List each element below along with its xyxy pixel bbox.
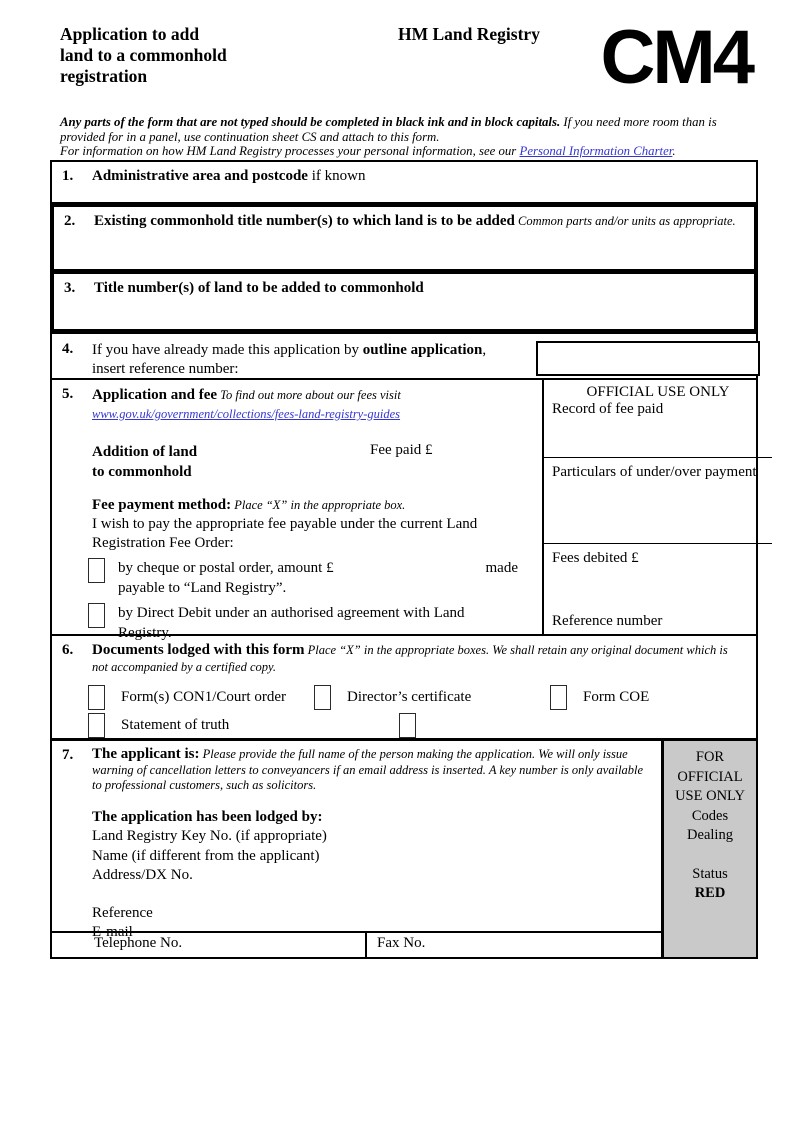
section-2-note: Common parts and/or units as appropriate. bbox=[514, 214, 736, 228]
official-panel-line: Codes bbox=[691, 807, 729, 824]
page-title bbox=[60, 24, 370, 87]
official-use-only-panel bbox=[542, 380, 772, 634]
section-2-title: Existing commonhold title number(s) to which land is to be added bbox=[94, 213, 515, 229]
statement-of-truth-label: Statement of truth bbox=[121, 717, 230, 733]
section-1-suffix: if known bbox=[307, 168, 366, 184]
address-field-label[interactable]: Address/DX No. bbox=[92, 867, 193, 883]
fee-order-text: I wish to pay the appropriate fee payable under the current Land Registration Fee Order: bbox=[92, 516, 478, 551]
direct-debit-option-label: by Direct Debit under an authorised agreement with Land Registry. bbox=[118, 605, 465, 641]
section-4-outline-application bbox=[52, 334, 756, 380]
status-value: RED bbox=[694, 885, 726, 901]
section-4-number: 4. bbox=[62, 341, 74, 357]
particulars-label[interactable]: Particulars of under/over payment bbox=[544, 458, 772, 544]
section-3-number: 3. bbox=[64, 280, 76, 296]
record-of-fee-paid-label[interactable]: Record of fee paid bbox=[552, 401, 664, 417]
addition-of-land-label: Addition of land to commonhold bbox=[92, 444, 198, 480]
fee-paid-label[interactable]: Fee paid £ bbox=[370, 442, 433, 458]
intro-notes bbox=[60, 115, 752, 159]
cheque-checkbox[interactable] bbox=[88, 558, 105, 583]
official-panel-line: FOR bbox=[695, 749, 725, 765]
name-field-label[interactable]: Name (if different from the applicant) bbox=[92, 847, 320, 864]
fee-payment-method-note: Place “X” in the appropriate box. bbox=[231, 498, 406, 512]
section-7-number: 7. bbox=[62, 747, 74, 763]
status-label: Status bbox=[692, 865, 728, 882]
section-4-text bbox=[92, 341, 522, 378]
email-field-label[interactable]: E-mail bbox=[92, 924, 133, 940]
directors-certificate-label: Director’s certificate bbox=[347, 689, 472, 705]
section-4-bold: outline application bbox=[362, 342, 483, 358]
form-code: CM4 bbox=[600, 15, 752, 100]
telephone-field-label[interactable]: Telephone No. bbox=[94, 935, 183, 951]
section-6-title: Documents lodged with this form bbox=[92, 642, 305, 658]
reference-number-label[interactable]: Reference number bbox=[552, 613, 663, 629]
form-con1-checkbox[interactable] bbox=[88, 685, 105, 710]
section-7-note: Please provide the full name of the person making the application. We will only issue warning of cancellation letters to conveyancers if an email address is inserted. A key number is only available to professional customers, such as solicitors. bbox=[92, 747, 644, 792]
official-panel-line: OFFICIAL bbox=[677, 768, 743, 785]
section-3-title-numbers[interactable] bbox=[52, 274, 756, 334]
cheque-made-label: made bbox=[485, 560, 518, 576]
section-1-number: 1. bbox=[62, 168, 74, 184]
form-body bbox=[50, 160, 758, 959]
unlabeled-checkbox[interactable] bbox=[399, 713, 416, 738]
section-2-number: 2. bbox=[64, 213, 76, 229]
section-1-title: Administrative area and postcode bbox=[92, 168, 308, 184]
telephone-fax-row bbox=[52, 931, 661, 957]
section-2-existing-title-numbers[interactable] bbox=[52, 202, 756, 274]
fees-guide-link[interactable]: www.gov.uk/government/collections/fees-land-registry-guides bbox=[92, 407, 401, 421]
statement-of-truth-checkbox[interactable] bbox=[88, 713, 105, 738]
reference-field-label[interactable]: Reference bbox=[92, 904, 153, 921]
key-number-field-label[interactable]: Land Registry Key No. (if appropriate) bbox=[92, 828, 327, 844]
fax-field-label[interactable]: Fax No. bbox=[365, 933, 661, 957]
directors-certificate-checkbox[interactable] bbox=[314, 685, 331, 710]
section-5-number: 5. bbox=[62, 386, 74, 402]
fees-debited-label[interactable]: Fees debited £ bbox=[552, 550, 639, 566]
existing-title-numbers-field[interactable] bbox=[94, 213, 754, 269]
official-panel-line: Dealing bbox=[687, 827, 733, 843]
section-6-number: 6. bbox=[62, 642, 74, 658]
section-4-line2: insert reference number: bbox=[92, 361, 239, 377]
section-5-application-and-fee bbox=[52, 380, 757, 641]
section-5-title-note: To find out more about our fees visit bbox=[217, 388, 401, 402]
intro-note-rest: If you need more room than is provided for in a panel, use continuation sheet CS and attach to this form. bbox=[60, 115, 717, 144]
official-use-only-title: OFFICIAL USE ONLY bbox=[586, 384, 730, 400]
cheque-option-label: by cheque or postal order, amount £ bbox=[118, 560, 334, 576]
section-7-title: The applicant is: bbox=[92, 746, 200, 762]
section-4-prefix: If you have already made this application by bbox=[92, 342, 363, 358]
section-7-applicant bbox=[52, 741, 756, 957]
lodged-by-label: The application has been lodged by: bbox=[92, 808, 323, 825]
form-coe-label: Form COE bbox=[583, 689, 650, 705]
section-3-title: Title number(s) of land to be added to commonhold bbox=[94, 280, 424, 296]
section-4-comma: , bbox=[482, 342, 487, 358]
page-title-line1: Application to add bbox=[60, 24, 200, 44]
title-numbers-field[interactable] bbox=[94, 280, 754, 329]
page-title-line2: land to a commonhold bbox=[60, 45, 227, 65]
privacy-note-suffix: . bbox=[672, 144, 676, 159]
intro-bold-note: Any parts of the form that are not typed should be completed in black ink and in block capitals. bbox=[60, 115, 561, 129]
personal-information-charter-link[interactable]: Personal Information Charter bbox=[519, 144, 673, 159]
form-con1-label: Form(s) CON1/Court order bbox=[121, 689, 286, 705]
page-title-line3: registration bbox=[60, 66, 148, 86]
section-1-administrative-area[interactable] bbox=[52, 162, 756, 202]
reference-number-box[interactable] bbox=[536, 341, 760, 376]
section-6-note: Place “X” in the appropriate boxes. We shall retain any original document which is not accompanied by a certified copy. bbox=[92, 643, 728, 674]
section-6-documents-lodged bbox=[52, 636, 756, 741]
privacy-note-prefix: For information on how HM Land Registry processes your personal information, see our bbox=[60, 144, 520, 159]
official-panel-line: USE ONLY bbox=[675, 788, 745, 804]
section-5-title: Application and fee bbox=[92, 387, 218, 403]
form-coe-checkbox[interactable] bbox=[550, 685, 567, 710]
fee-payment-method-title: Fee payment method: bbox=[92, 497, 232, 513]
cheque-payable-label: payable to “Land Registry”. bbox=[118, 580, 287, 596]
direct-debit-checkbox[interactable] bbox=[88, 603, 105, 628]
agency-name: HM Land Registry bbox=[398, 24, 540, 44]
for-official-use-only-panel bbox=[661, 741, 756, 957]
administrative-area-field[interactable] bbox=[92, 168, 756, 202]
